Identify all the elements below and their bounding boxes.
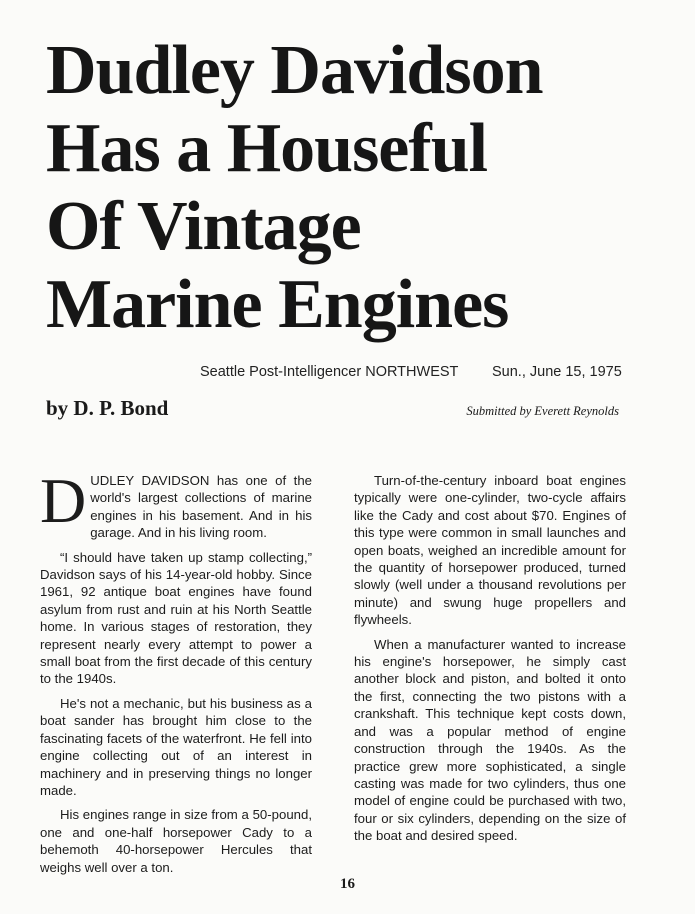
lead-text: UDLEY DAVIDSON has one of the world's largest collections of marine engines in his basement. And in his garage. And in his living room. [90,473,312,541]
publication-date: Sun., June 15, 1975 [492,364,622,380]
byline: by D. P. Bond [46,396,169,420]
headline-line-2: Has a Houseful [46,110,488,187]
page-number: 16 [340,876,355,892]
submitted-by: Submitted by Everett Reynolds [466,404,619,418]
headline-line-3: Of Vintage [46,188,361,265]
headline [46,32,543,344]
publication-name: Seattle Post-Intelligencer NORTHWEST [200,364,459,380]
paragraph: When a manufacturer wanted to increase his engine's horsepower, he simply cast another block and piston, and bolted it onto the first, connecting the two pistons with a crankshaft. This technique kept costs down, and was a popular method of engine construction through the 1940s. As the practice grew more sophisticated, a single casting was made for two cylinders, thus one model of engine could be purchased with two, four or six cylinders, depending on the size of the boat and desired speed. [354,636,626,844]
article-column-2 [354,472,626,852]
paragraph: “I should have taken up stamp collecting,” Davidson says of his 14-year-old hobby. Since 1961, 92 antique boat engines have found asylum from rust and ruin at his North Seattle home. In various stages of restoration, they represent nearly every attempt to power a small boat from the first decade of this century to the 1940s. [40,549,312,687]
headline-line-4: Marine Engines [46,266,509,343]
paragraph: Turn-of-the-century inboard boat engines typically were one-cylinder, two-cycle affairs like the Cady and cost about $70. Engines of this type were common in small launches and open boats, weighed an incredible amount for the quantity of horsepower produced, turned slowly (well under a thousand revolutions per minute) and swung huge propellers and flywheels. [354,473,626,628]
paragraph: His engines range in size from a 50-pound, one and one-half horsepower Cady to a behemoth 40-horsepower Hercules that weighs well over a ton. [40,807,312,875]
article-column-1 [40,465,312,883]
lead-paragraph [40,465,312,542]
drop-cap: D [40,465,87,536]
headline-line-1: Dudley Davidson [46,32,543,109]
paragraph: He's not a mechanic, but his business as a boat sander has brought him close to the fascinating facets of the waterfront. He fell into engine collecting out of an interest in machinery and in preserving things no longer made. [40,695,312,798]
